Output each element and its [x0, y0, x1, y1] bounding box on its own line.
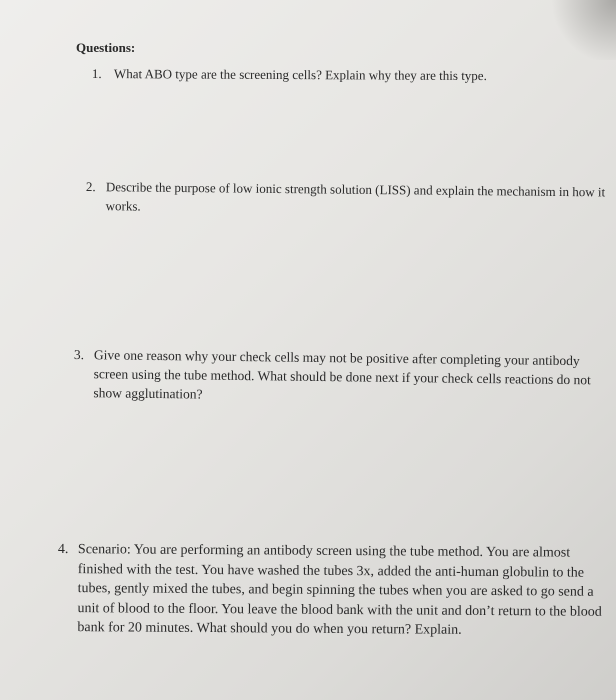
question-number: 1.	[91, 65, 102, 82]
question-text: What ABO type are the screening cells? Explain why they are this type.	[113, 66, 487, 84]
question-text: Give one reason why your check cells may not be positive after completing your antibody screen using the tube method. What should be done next if your check cells reactions do not show agglutination?	[93, 347, 591, 402]
question-4	[57, 540, 616, 642]
page-shadow	[546, 0, 616, 60]
question-number: 3.	[73, 346, 85, 363]
question-1	[92, 64, 562, 85]
question-text: Scenario: You are performing an antibody screen using the tube method. You are almost finished with the test. You have washed the tubes 3x, added the anti-human globulin to the tubes, gently mixed the tubes, and begin spinning the tubes when you are asked to go send a unit of blood to the floor. You leave the blood bank with the unit and don’t return to the blood bank for 20 minutes. What should you do when you return? Explain.	[77, 542, 602, 639]
questions-heading: Questions:	[76, 40, 136, 55]
question-2	[86, 177, 606, 220]
question-number: 4.	[57, 541, 69, 558]
question-text: Describe the purpose of low ionic strength solution (LISS) and explain the mechanism in how it works.	[105, 179, 606, 214]
question-3	[73, 345, 609, 409]
question-number: 2.	[85, 178, 96, 195]
